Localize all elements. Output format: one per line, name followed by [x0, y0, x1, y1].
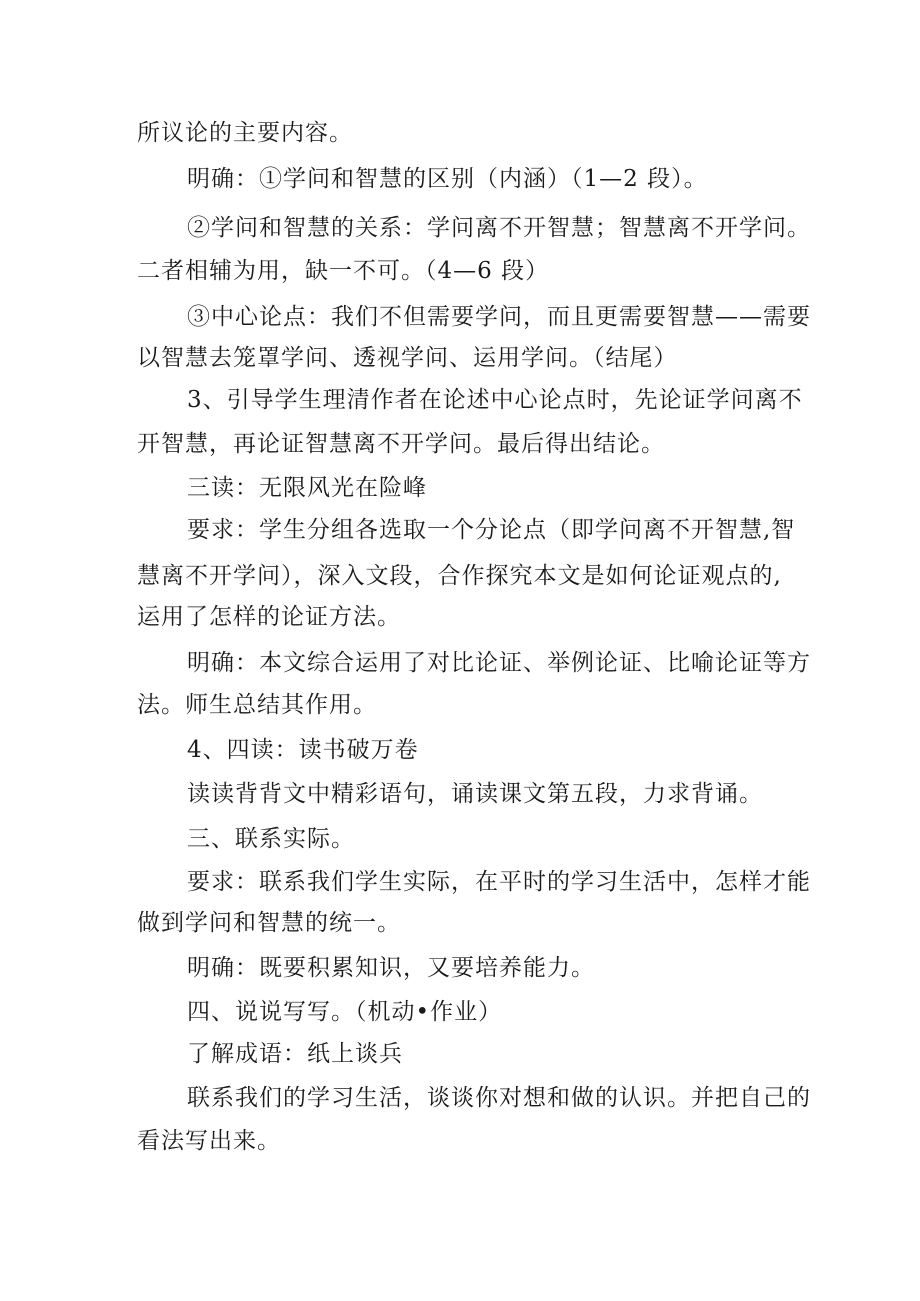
text-line: 法。师生总结其作用。 [137, 692, 377, 718]
text-line: ②学问和智慧的关系：学问离不开智慧；智慧离不开学问。 [187, 215, 811, 241]
text-line: 明确：既要积累知识，又要培养能力。 [187, 955, 595, 981]
text-line: 运用了怎样的论证方法。 [137, 604, 401, 630]
text-line: 以智慧去笼罩学问、透视学问、运用学问。（结尾） [137, 345, 678, 371]
text-line: 看法写出来。 [137, 1128, 281, 1154]
text-line: 读读背背文中精彩语句，诵读课文第五段，力求背诵。 [187, 781, 763, 807]
text-line: 慧离不开学问），深入文段，合作探究本文是如何论证观点的, [137, 563, 782, 589]
section-heading: 三、联系实际。 [187, 826, 355, 852]
text-line: 明确：本文综合运用了对比论证、举例论证、比喻论证等方 [187, 650, 811, 676]
text-line: 了解成语：纸上谈兵 [187, 1041, 403, 1067]
section-heading: 三读：无限风光在险峰 [187, 475, 427, 501]
section-heading: 4、四读：读书破万卷 [187, 737, 419, 763]
text-line: 二者相辅为用，缺一不可。（4—6 段） [137, 258, 550, 284]
text-line: 要求：学生分组各选取一个分论点（即学问离不开智慧,智 [187, 517, 796, 543]
text-line: 做到学问和智慧的统一。 [137, 910, 401, 936]
text-line: 要求：联系我们学生实际，在平时的学习生活中，怎样才能 [187, 869, 811, 895]
text-line: 所议论的主要内容。 [137, 120, 353, 146]
section-heading: 四、说说写写。（机动•作业） [187, 999, 503, 1025]
text-line: 联系我们的学习生活，谈谈你对想和做的认识。并把自己的 [187, 1085, 811, 1111]
text-line: 3、引导学生理清作者在论述中心论点时，先论证学问离不 [187, 387, 803, 413]
text-line: 明确：①学问和智慧的区别（内涵）（1—2 段）。 [187, 166, 708, 192]
text-line: 开智慧，再论证智慧离不开学问。最后得出结论。 [137, 431, 665, 457]
text-line: ③中心论点：我们不但需要学问，而且更需要智慧——需要 [187, 304, 811, 330]
